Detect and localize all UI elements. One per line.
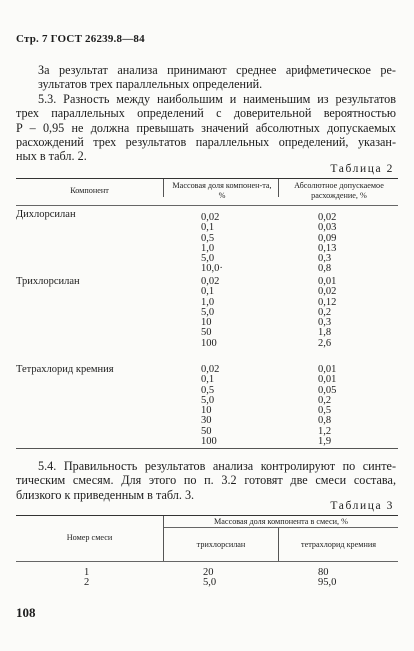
table-cell: 1 xyxy=(84,567,90,578)
table-cell: 0,3 xyxy=(318,317,332,329)
table-cell: 30 xyxy=(201,415,212,427)
tetrachloride-column xyxy=(318,568,336,589)
text-line: ных в табл. 2. xyxy=(16,149,87,164)
table-cell: 10 xyxy=(201,317,212,329)
text-line: 5.4. Правильность результатов анализа контролируют по синте- xyxy=(38,459,396,473)
table-cell: 5,0 xyxy=(203,577,217,589)
table-cell: 0,02 xyxy=(201,276,220,287)
table-cell: 20 xyxy=(203,567,214,578)
table-cell: 0,01 xyxy=(318,276,337,287)
tolerance-column xyxy=(318,213,336,275)
table-cell: 0,01 xyxy=(318,364,337,375)
table-cell: 5,0 xyxy=(201,306,215,318)
table-cell: 0,5 xyxy=(201,232,215,244)
table-cell: 0,2 xyxy=(318,306,332,318)
document-header: Стр. 7 ГОСТ 26239.8—84 xyxy=(16,33,145,45)
text-line: тическим смесям. Для этого по п. 3.2 готовят две смеси состава, xyxy=(16,473,396,488)
table2-header-component: Компонент xyxy=(70,186,109,195)
table-cell: 0,12 xyxy=(318,296,337,308)
table-cell: 1,8 xyxy=(318,327,332,339)
text-line: расхождений трех результатов параллельных определений, указан- xyxy=(16,134,396,149)
table-cell: 0,02 xyxy=(201,364,220,375)
text-line: 5.3. Разность между наибольшим и наименьшим из результатов xyxy=(38,92,396,106)
table3-header-group: Массовая доля компонента в смеси, % xyxy=(214,517,348,526)
text-line: зультатов трех параллельных определений. xyxy=(38,77,263,92)
component-name: Тетрахлорид кремния xyxy=(16,364,114,375)
table3-subheader-trichlorosilane: трихлорсилан xyxy=(196,540,246,549)
table-cell: 5,0 xyxy=(201,394,215,406)
table-cell: 1,0 xyxy=(201,296,215,308)
fraction-column xyxy=(201,213,223,275)
table-cell: 2,6 xyxy=(318,337,332,349)
text-line: P – 0,95 не должна превышать значений абсолютных допускаемых xyxy=(16,120,396,135)
table-cell: 95,0 xyxy=(318,577,337,589)
table2-caption: Таблица 2 xyxy=(330,163,394,175)
tolerance-column xyxy=(318,277,336,349)
table3-caption: Таблица 3 xyxy=(330,500,394,512)
table3-header-mix-number: Номер смеси xyxy=(66,533,113,542)
table-cell: 0,01 xyxy=(318,374,337,386)
tolerance-column xyxy=(318,365,336,447)
table-cell: 0,03 xyxy=(318,222,337,234)
paragraph-5-4 xyxy=(16,459,396,502)
table-cell: 100 xyxy=(201,436,217,448)
component-name: Дихлорсилан xyxy=(16,209,76,220)
table-cell: 1,9 xyxy=(318,436,332,448)
table-cell: 10 xyxy=(201,405,212,417)
table-cell: 5,0 xyxy=(201,253,215,265)
table3-subheader-silicon-tetrachloride: тетрахлорид кремния xyxy=(301,540,376,549)
table-cell: 0,8 xyxy=(318,263,332,275)
table-cell: 50 xyxy=(201,425,212,437)
text-line: трех параллельных определений с доверительной вероятностью xyxy=(16,106,396,121)
fraction-column xyxy=(201,365,219,447)
table-cell: 0,02 xyxy=(201,212,220,223)
table-cell: 0,5 xyxy=(318,405,332,417)
text-line: За результат анализа принимают среднее арифметическое ре- xyxy=(38,63,396,77)
table-cell: 0,1 xyxy=(201,374,215,386)
text-line: близкого к приведенным в табл. 3. xyxy=(16,487,195,502)
table-cell: 0,1 xyxy=(201,222,215,234)
table-cell: 0,02 xyxy=(318,212,337,223)
table-cell: 1,2 xyxy=(318,425,332,437)
paragraph-5-3 xyxy=(16,92,396,163)
table-cell: 0,2 xyxy=(318,394,332,406)
table-cell: 1,0 xyxy=(201,242,215,254)
table2-header-fraction: Массовая доля компонен-та, % xyxy=(172,181,272,200)
table-cell: 0,3 xyxy=(318,253,332,265)
table-cell: 2 xyxy=(84,577,90,589)
paragraph-result xyxy=(16,63,396,92)
fraction-column xyxy=(201,277,219,349)
table-cell: 100 xyxy=(201,337,217,349)
table-cell: 0,5 xyxy=(201,384,215,396)
table-cell: 0,05 xyxy=(318,384,337,396)
table-cell: 0,1 xyxy=(201,286,215,298)
table-cell: 10,0· xyxy=(201,263,223,275)
table-cell: 0,09 xyxy=(318,232,337,244)
table-cell: 50 xyxy=(201,327,212,339)
trichlorosilane-column xyxy=(203,568,216,589)
mix-number-column xyxy=(84,568,89,589)
component-name: Трихлорсилан xyxy=(16,276,80,287)
table-cell: 0,02 xyxy=(318,286,337,298)
table-cell: 0,13 xyxy=(318,242,337,254)
table-cell: 80 xyxy=(318,567,329,578)
table2-header-tolerance: Абсолютное допускаемое расхождение, % xyxy=(294,181,384,200)
page-number: 108 xyxy=(16,605,36,620)
table-cell: 0,8 xyxy=(318,415,332,427)
